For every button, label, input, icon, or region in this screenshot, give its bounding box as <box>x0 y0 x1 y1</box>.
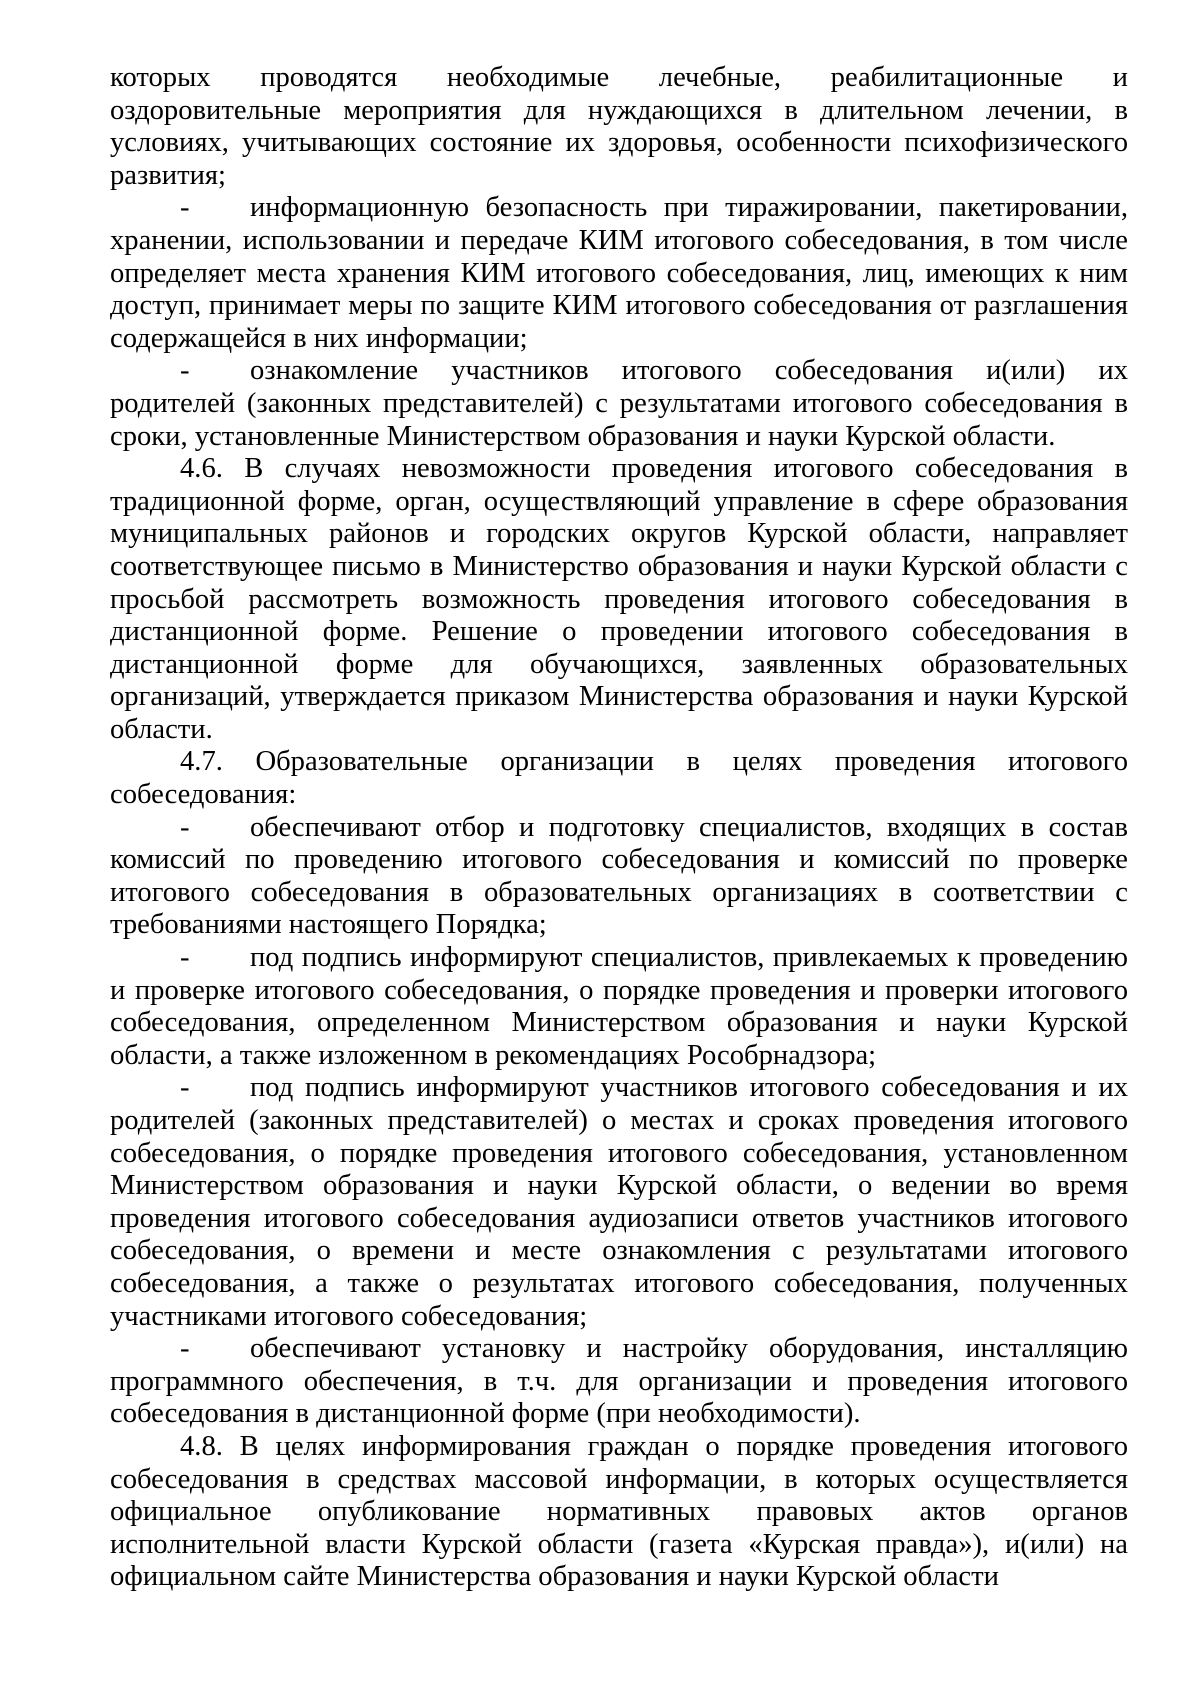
list-item-text: обеспечивают установку и настройку оборудования, инсталляцию программного обеспечения, в т.ч. для организации и проведения итогового собеседования в дистанционной форме (при необходимости). <box>110 1333 1128 1430</box>
dash-bullet: - <box>180 192 190 224</box>
dash-bullet: - <box>180 1333 190 1365</box>
list-item-inform-specialists <box>110 942 1128 1072</box>
list-item-staff-selection <box>110 812 1128 942</box>
list-item-text: обеспечивают отбор и подготовку специалистов, входящих в состав комиссий по проведению итогового собеседования и комиссий по проверке итогового собеседования в образовательных организациях в соответствии с требованиями настоящего Порядка; <box>110 811 1128 941</box>
list-item-results-acquaintance <box>110 355 1128 453</box>
dash-bullet: - <box>180 811 190 843</box>
dash-bullet: - <box>180 942 190 974</box>
paragraph-4-7: 4.7. Образовательные организации в целях проведения итогового собеседования: <box>110 746 1128 811</box>
document-page <box>110 62 1128 1594</box>
list-item-inform-participants <box>110 1072 1128 1333</box>
list-item-text: под подпись информируют специалистов, привлекаемых к проведению и проверке итогового собеседования, о порядке проведения и проверки итогового собеседования, определенном Министерством образования и науки Курской области, а также изложенном в рекомендациях Рособрнадзора; <box>110 942 1128 1071</box>
list-item-info-security <box>110 192 1128 355</box>
list-item-text: ознакомление участников итогового собеседования и(или) их родителей (законных представителей) с результатами итогового собеседования в сроки, установленные Министерством образования и науки Курской области. <box>110 355 1128 452</box>
dash-bullet: - <box>180 355 190 387</box>
paragraph-4-6: 4.6. В случаях невозможности проведения итогового собеседования в традиционной форме, орган, осуществляющий управление в сфере образования муниципальных районов и городских округов Курской области, направляет соответствующее письмо в Министерство образования и науки Курской области с просьбой рассмотреть возможность проведения итогового собеседования в дистанционной форме. Решение о проведении итогового собеседования в дистанционной форме для обучающихся, заявленных образовательных организаций, утверждается приказом Министерства образования и науки Курской области. <box>110 453 1128 745</box>
list-item-equipment-setup <box>110 1333 1128 1431</box>
paragraph-4-8: 4.8. В целях информирования граждан о порядке проведения итогового собеседования в средствах массовой информации, в которых осуществляется официальное опубликование нормативных правовых актов органов исполнительной власти Курской области (газета «Курская правда»), и(или) на официальном сайте Министерства образования и науки Курской области <box>110 1430 1128 1593</box>
dash-bullet: - <box>180 1072 190 1104</box>
paragraph-continuation: которых проводятся необходимые лечебные, реабилитационные и оздоровительные мероприятия для нуждающихся в длительном лечении, в условиях, учитывающих состояние их здоровья, особенности психофизического развития; <box>110 62 1128 191</box>
list-item-text: под подпись информируют участников итогового собеседования и их родителей (законных представителей) о местах и сроках проведения итогового собеседования, о порядке проведения итогового собеседования, установленном Министерством образования и науки Курской области, о ведении во время проведения итогового собеседования аудиозаписи ответов участников итогового собеседования, о времени и месте ознакомления с результатами итогового собеседования, а также о результатах итогового собеседования, полученных участниками итогового собеседования; <box>110 1072 1128 1332</box>
list-item-text: информационную безопасность при тиражировании, пакетировании, хранении, использовании и передаче КИМ итогового собеседования, в том числе определяет места хранения КИМ итогового собеседования, лиц, имеющих к ним доступ, принимает меры по защите КИМ итогового собеседования от разглашения содержащейся в них информации; <box>110 192 1128 354</box>
